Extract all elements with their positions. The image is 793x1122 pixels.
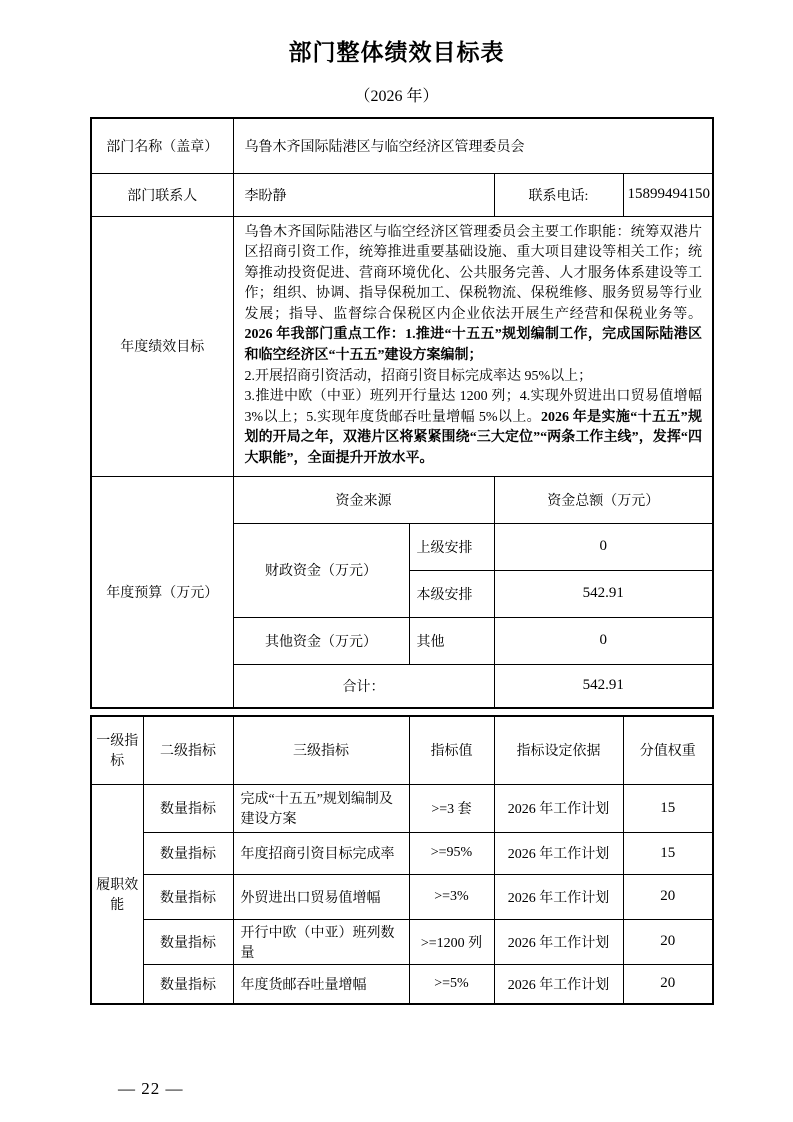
- indicator-basis-cell: 2026 年工作计划: [494, 919, 623, 964]
- budget-total-label: 合计：: [233, 664, 494, 708]
- goal-text-segment: 2.开展招商引资活动，招商引资目标完成率达 95%以上；: [244, 368, 593, 384]
- level3-indicator-cell: 年度招商引资目标完成率: [233, 832, 409, 874]
- fund-source-header: 资金来源: [233, 476, 494, 523]
- level2-indicator-cell: 数量指标: [143, 832, 233, 874]
- document-subtitle: （2026 年）: [354, 88, 439, 105]
- level3-indicator-header: 三级指标: [233, 716, 409, 784]
- level2-indicator-cell: 数量指标: [143, 784, 233, 832]
- indicator-value-header: 指标值: [409, 716, 494, 784]
- indicator-row: [91, 874, 713, 919]
- level3-indicator-cell: 年度货邮吞吐量增幅: [233, 964, 409, 1004]
- goal-paragraph: [245, 223, 703, 367]
- indicator-table: [90, 715, 714, 1005]
- indicator-value-cell: >=1200 列: [409, 919, 494, 964]
- dept-name-value: 乌鲁木齐国际陆港区与临空经济区管理委员会: [233, 118, 713, 173]
- indicator-value-cell: >=3%: [409, 874, 494, 919]
- contact-label: 部门联系人: [91, 173, 233, 216]
- contact-name-value: 李盼静: [233, 173, 494, 216]
- indicator-weight-cell: 15: [623, 832, 713, 874]
- other-fund-label: 其他资金（万元）: [233, 617, 409, 664]
- indicator-value-cell: >=3 套: [409, 784, 494, 832]
- indicator-row: [91, 919, 713, 964]
- annual-goal-label: 年度绩效目标: [91, 216, 233, 476]
- indicator-weight-header: 分值权重: [623, 716, 713, 784]
- local-arrangement-value: 542.91: [494, 570, 713, 617]
- fund-total-header: 资金总额（万元）: [494, 476, 713, 523]
- budget-total-value: 542.91: [494, 664, 713, 708]
- level3-indicator-cell: 开行中欧（中亚）班列数量: [233, 919, 409, 964]
- level2-indicator-cell: 数量指标: [143, 874, 233, 919]
- goal-text-segment: 乌鲁木齐国际陆港区与临空经济区管理委员会主要工作职能：统筹双港片区招商引资工作，统筹推进重要基础设施、重大项目建设等相关工作；统筹推动投资促进、营商环境优化、公共服务完善、人才服务体系建设等工作；组织、协调、指导保税加工、保税物流、保税维修、服务贸易等行业发展；指导、监督综合保税区内企业依法开展生产经营和保税业务等。: [244, 224, 702, 322]
- indicator-value-cell: >=5%: [409, 964, 494, 1004]
- indicator-value-cell: >=95%: [409, 832, 494, 874]
- table-row: [91, 173, 713, 216]
- dept-name-label: 部门名称（盖章）: [91, 118, 233, 173]
- phone-label: 联系电话:: [494, 173, 623, 216]
- indicator-header-row: [91, 716, 713, 784]
- indicator-weight-cell: 20: [623, 964, 713, 1004]
- annual-budget-label: 年度预算（万元）: [91, 476, 233, 708]
- indicator-weight-cell: 15: [623, 784, 713, 832]
- page-number: — 22 —: [118, 1079, 184, 1099]
- indicator-basis-cell: 2026 年工作计划: [494, 964, 623, 1004]
- goal-paragraph: [245, 367, 703, 388]
- goal-paragraph: [245, 387, 703, 469]
- local-arrangement-label: 本级安排: [409, 570, 494, 617]
- main-info-table: [90, 117, 714, 709]
- indicator-row: [91, 784, 713, 832]
- upper-arrangement-value: 0: [494, 523, 713, 570]
- indicator-basis-cell: 2026 年工作计划: [494, 874, 623, 919]
- level3-indicator-cell: 完成“十五五”规划编制及建设方案: [233, 784, 409, 832]
- table-row: [91, 476, 713, 523]
- level1-indicator-header: 一级指标: [91, 716, 143, 784]
- level2-indicator-cell: 数量指标: [143, 964, 233, 1004]
- other-sub-label: 其他: [409, 617, 494, 664]
- upper-arrangement-label: 上级安排: [409, 523, 494, 570]
- level1-indicator-value: 履职效能: [91, 784, 143, 1004]
- indicator-row: [91, 832, 713, 874]
- document-title: 部门整体绩效目标表: [288, 40, 505, 65]
- indicator-weight-cell: 20: [623, 874, 713, 919]
- annual-goal-text: [233, 216, 713, 476]
- table-row: [91, 118, 713, 173]
- indicator-basis-cell: 2026 年工作计划: [494, 784, 623, 832]
- fiscal-fund-label: 财政资金（万元）: [233, 523, 409, 617]
- other-fund-value: 0: [494, 617, 713, 664]
- goal-text-segment-bold: 2026 年是实施“十五五”规划的开局之年，双港片区将紧紧围绕“三大定位”“两条工作主线”，发挥“四大职能”，全面提升开放水平。: [244, 409, 703, 467]
- indicator-row: [91, 964, 713, 1004]
- goal-text-segment: 3.推进中欧（中亚）班列开行量达 1200 列；4.实现外贸进出口贸易值增幅 3%以上；5.实现年度货邮吞吐量增幅 5%以上。: [244, 389, 702, 425]
- level2-indicator-cell: 数量指标: [143, 919, 233, 964]
- goal-text-segment-bold: 2026 年我部门重点工作：1.推进“十五五”规划编制工作，完成国际陆港区和临空经济区“十五五”建设方案编制；: [244, 327, 702, 364]
- table-row: [91, 216, 713, 476]
- indicator-basis-header: 指标设定依据: [494, 716, 623, 784]
- indicator-basis-cell: 2026 年工作计划: [494, 832, 623, 874]
- phone-value: 15899494150: [623, 173, 713, 216]
- indicator-weight-cell: 20: [623, 919, 713, 964]
- level2-indicator-header: 二级指标: [143, 716, 233, 784]
- level3-indicator-cell: 外贸进出口贸易值增幅: [233, 874, 409, 919]
